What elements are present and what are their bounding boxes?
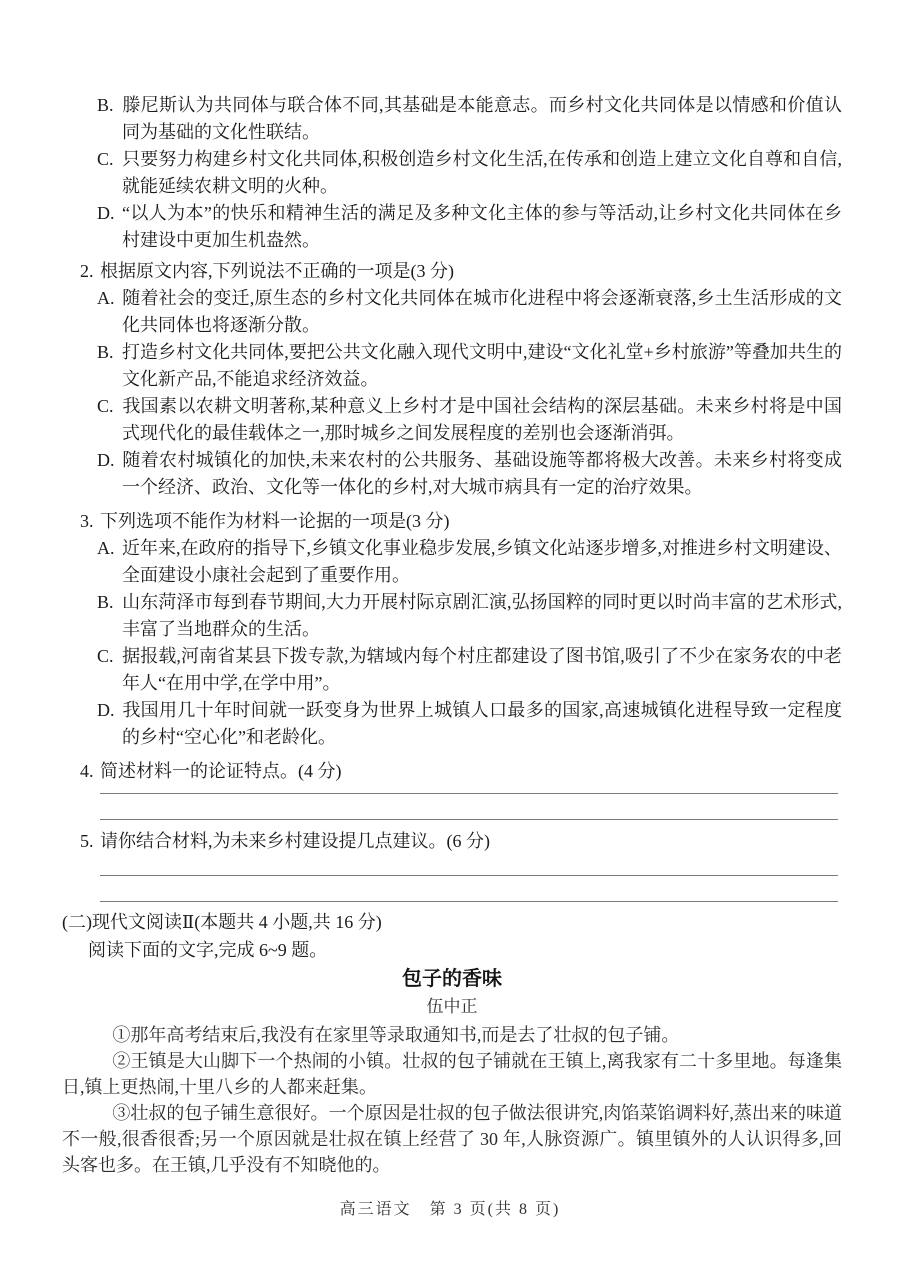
question-3-option-c bbox=[80, 643, 842, 697]
question-2-option-b bbox=[80, 339, 842, 393]
question-2 bbox=[80, 258, 842, 501]
answer-line bbox=[100, 794, 838, 820]
option-label: B. bbox=[97, 592, 114, 612]
option-label: C. bbox=[97, 149, 114, 169]
section-2-modern-reading bbox=[62, 908, 842, 1178]
option-label: C. bbox=[97, 646, 114, 666]
question-number: 3. bbox=[80, 511, 94, 531]
option-label: D. bbox=[97, 450, 115, 470]
option-text: 滕尼斯认为共同体与联合体不同,其基础是本能意志。而乡村文化共同体是以情感和价值认同为基础的文化性联结。 bbox=[122, 95, 842, 142]
section-heading: (二)现代文阅读Ⅱ(本题共 4 小题,共 16 分) bbox=[62, 912, 382, 932]
option-text: 只要努力构建乡村文化共同体,积极创造乡村文化生活,在传承和创造上建立文化自尊和自信,就能延续农耕文明的火种。 bbox=[122, 149, 842, 196]
question-1-options bbox=[80, 92, 842, 254]
question-3-option-b bbox=[80, 589, 842, 643]
question-3-option-d bbox=[80, 697, 842, 751]
option-text: 随着社会的变迁,原生态的乡村文化共同体在城市化进程中将会逐渐衰落,乡土生活形成的文化共同体也将逐渐分散。 bbox=[122, 288, 842, 335]
option-label: C. bbox=[97, 396, 114, 416]
reading-title: 包子的香味 bbox=[402, 968, 502, 990]
questions-area bbox=[62, 92, 842, 902]
answer-line bbox=[100, 855, 838, 876]
question-1-option-c bbox=[80, 146, 842, 200]
option-text: “以人为本”的快乐和精神生活的满足及多种文化主体的参与等活动,让乡村文化共同体在乡村建设中更加生机盎然。 bbox=[122, 203, 842, 250]
reading-passage bbox=[62, 1022, 842, 1178]
option-text: 随着农村城镇化的加快,未来农村的公共服务、基础设施等都将极大改善。未来乡村将变成一个经济、政治、文化等一体化的乡村,对大城市病具有一定的治疗效果。 bbox=[122, 450, 842, 497]
question-3-stem bbox=[80, 508, 842, 535]
question-3 bbox=[80, 508, 842, 751]
passage-paragraph-3: ③壮叔的包子铺生意很好。一个原因是壮叔的包子做法很讲究,肉馅菜馅调料好,蒸出来的味道不一般,很香很香;另一个原因就是壮叔在镇上经营了 30 年,人脉资源广。镇里镇外的人认识得多,回头客也多。在王镇,几乎没有不知晓他的。 bbox=[62, 1103, 842, 1175]
question-4-answer-lines bbox=[100, 785, 838, 820]
option-label: B. bbox=[97, 342, 114, 362]
question-number: 4. bbox=[80, 761, 94, 781]
option-label: D. bbox=[97, 203, 115, 223]
reading-author: 伍中正 bbox=[426, 997, 478, 1016]
question-2-option-d bbox=[80, 447, 842, 501]
answer-line bbox=[100, 876, 838, 902]
option-label: A. bbox=[97, 288, 115, 308]
passage-paragraph-2: ②王镇是大山脚下一个热闹的小镇。壮叔的包子铺就在王镇上,离我家有二十多里地。每逢集日,镇上更热闹,十里八乡的人都来赶集。 bbox=[62, 1051, 842, 1097]
option-label: A. bbox=[97, 538, 115, 558]
option-text: 打造乡村文化共同体,要把公共文化融入现代文明中,建设“文化礼堂+乡村旅游”等叠加共生的文化新产品,不能追求经济效益。 bbox=[122, 342, 842, 389]
option-label: B. bbox=[97, 95, 114, 115]
question-1-option-d bbox=[80, 200, 842, 254]
question-2-option-c bbox=[80, 393, 842, 447]
question-stem-text: 简述材料一的论证特点。(4 分) bbox=[100, 761, 342, 781]
question-4-stem bbox=[80, 758, 842, 785]
question-1-option-b bbox=[80, 92, 842, 146]
question-5-answer-lines bbox=[100, 855, 838, 902]
question-number: 2. bbox=[80, 261, 94, 281]
question-4 bbox=[80, 758, 842, 785]
page-footer: 高三语文 第 3 页(共 8 页) bbox=[339, 1201, 561, 1218]
answer-line bbox=[100, 785, 838, 794]
question-2-stem bbox=[80, 258, 842, 285]
question-stem-text: 根据原文内容,下列说法不正确的一项是(3 分) bbox=[100, 261, 454, 281]
option-label: D. bbox=[97, 700, 115, 720]
passage-paragraph-1: ①那年高考结束后,我没有在家里等录取通知书,而是去了壮叔的包子铺。 bbox=[112, 1025, 680, 1045]
option-text: 近年来,在政府的指导下,乡镇文化事业稳步发展,乡镇文化站逐步增多,对推进乡村文明建设、全面建设小康社会起到了重要作用。 bbox=[122, 538, 842, 585]
option-text: 据报载,河南省某县下拨专款,为辖域内每个村庄都建设了图书馆,吸引了不少在家务农的中老年人“在用中学,在学中用”。 bbox=[122, 646, 842, 693]
question-stem-text: 请你结合材料,为未来乡村建设提几点建议。(6 分) bbox=[100, 831, 490, 851]
question-number: 5. bbox=[80, 831, 94, 851]
question-3-option-a bbox=[80, 535, 842, 589]
option-text: 我国素以农耕文明著称,某种意义上乡村才是中国社会结构的深层基础。未来乡村将是中国式现代化的最佳载体之一,那时城乡之间发展程度的差别也会逐渐消弭。 bbox=[122, 396, 842, 443]
question-2-option-a bbox=[80, 285, 842, 339]
question-stem-text: 下列选项不能作为材料一论据的一项是(3 分) bbox=[100, 511, 450, 531]
option-text: 我国用几十年时间就一跃变身为世界上城镇人口最多的国家,高速城镇化进程导致一定程度的乡村“空心化”和老龄化。 bbox=[122, 700, 842, 747]
option-text: 山东菏泽市每到春节期间,大力开展村际京剧汇演,弘扬国粹的同时更以时尚丰富的艺术形式,丰富了当地群众的生活。 bbox=[122, 592, 842, 639]
question-5 bbox=[80, 828, 842, 855]
reading-instruction: 阅读下面的文字,完成 6~9 题。 bbox=[88, 940, 328, 960]
question-5-stem bbox=[80, 828, 842, 855]
